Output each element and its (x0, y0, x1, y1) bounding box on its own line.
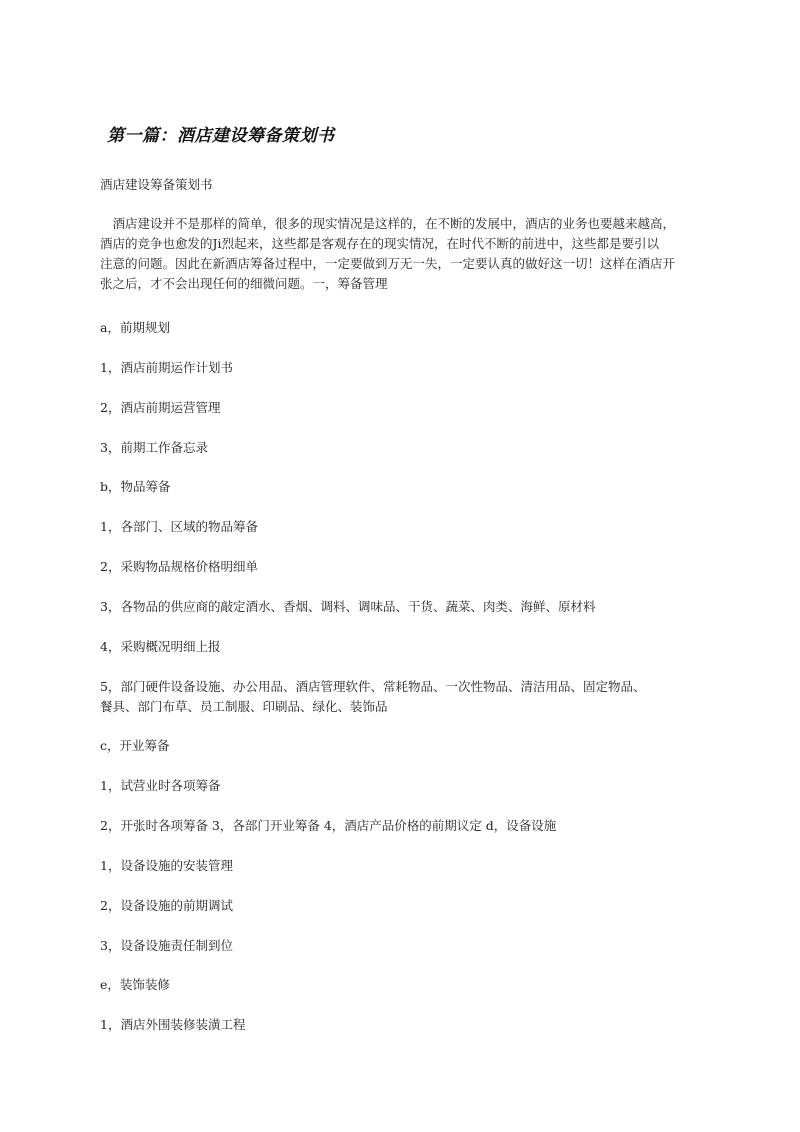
intro-line: 张之后，才不会出现任何的细微问题。一，筹备管理 (100, 276, 388, 291)
list-item: 2，采购物品规格价格明细单 (100, 559, 258, 574)
list-item: 2，开张时各项筹备 3，各部门开业筹备 4，酒店产品价格的前期议定 d，设备设施 (100, 818, 557, 833)
section-c-heading: c，开业筹备 (100, 738, 170, 753)
list-item-line: 餐具、部门布草、员工制服、印刷品、绿化、装饰品 (100, 699, 388, 714)
intro-line: 酒店的竞争也愈发的Ji烈起来，这些都是客观存在的现实情况，在时代不断的前进中，这些都是要引以 (100, 236, 660, 251)
list-item: 1，各部门、区域的物品筹备 (100, 519, 258, 534)
intro-line: 酒店建设并不是那样的简单，很多的现实情况是这样的，在不断的发展中，酒店的业务也要越来越高， (100, 216, 676, 231)
list-item: 1，酒店外围装修装潢工程 (100, 1017, 246, 1032)
section-a-heading: a，前期规划 (100, 320, 170, 335)
list-item: 1，试营业时各项筹备 (100, 778, 221, 793)
list-item-line: 5，部门硬件设备设施、办公用品、酒店管理软件、常耗物品、一次性物品、清洁用品、固定物品、 (100, 679, 646, 694)
list-item: 1，设备设施的安装管理 (100, 858, 233, 873)
list-item: 2，酒店前期运营管理 (100, 400, 221, 415)
section-e-heading: e，装饰装修 (100, 977, 170, 992)
list-item: 3，各物品的供应商的敲定酒水、香烟、调料、调味品、干货、蔬菜、肉类、海鲜、原材料 (100, 599, 596, 614)
document-subtitle: 酒店建设筹备策划书 (100, 177, 213, 192)
list-item: 3，前期工作备忘录 (100, 440, 208, 455)
list-item: 2，设备设施的前期调试 (100, 898, 233, 913)
list-item: 3，设备设施责任制到位 (100, 938, 233, 953)
intro-paragraph (100, 214, 716, 294)
document-title: 第一篇：酒店建设筹备策划书 (107, 126, 335, 146)
section-b-heading: b，物品筹备 (100, 479, 171, 494)
intro-line: 注意的问题。因此在新酒店筹备过程中，一定要做到万无一失，一定要认真的做好这一切！这样在酒店开 (100, 256, 676, 271)
list-item: 1，酒店前期运作计划书 (100, 360, 233, 375)
list-item: 4，采购概况明细上报 (100, 639, 221, 654)
list-item-multiline (100, 677, 716, 717)
